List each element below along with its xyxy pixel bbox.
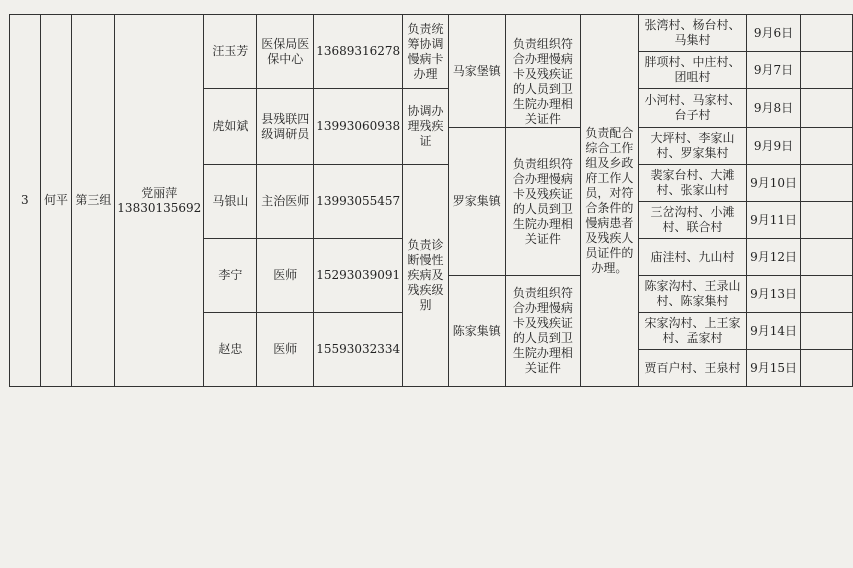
empty-cell bbox=[800, 202, 852, 239]
empty-cell bbox=[800, 313, 852, 350]
person-phone: 15593032334 bbox=[314, 313, 403, 387]
coordination-duty: 负责配合综合工作组及乡政府工作人员，对符合条件的慢病患者及残疾人员证件的办理。 bbox=[581, 15, 639, 387]
schedule-villages: 裴家台村、大滩村、张家山村 bbox=[638, 165, 747, 202]
person-name: 赵忠 bbox=[204, 313, 257, 387]
schedule-villages: 庙洼村、九山村 bbox=[638, 239, 747, 276]
duty-coordinate-card: 负责统筹协调慢病卡办理 bbox=[403, 15, 449, 89]
person-name: 汪玉芳 bbox=[204, 15, 257, 89]
duty-diagnosis: 负责诊断慢性疾病及残疾级别 bbox=[403, 165, 449, 387]
empty-cell bbox=[800, 52, 852, 89]
schedule-villages: 张湾村、杨台村、马集村 bbox=[638, 15, 747, 52]
town-task: 负责组织符合办理慢病卡及残疾证的人员到卫生院办理相关证件 bbox=[505, 276, 580, 387]
town-name: 罗家集镇 bbox=[448, 128, 505, 276]
schedule-date: 9月6日 bbox=[747, 15, 800, 52]
duty-disability-card: 协调办理残疾证 bbox=[403, 89, 449, 165]
empty-cell bbox=[800, 165, 852, 202]
person-unit: 县残联四级调研员 bbox=[257, 89, 314, 165]
leader-name: 何平 bbox=[40, 15, 72, 387]
person-name: 马银山 bbox=[204, 165, 257, 239]
schedule-date: 9月15日 bbox=[747, 350, 800, 387]
schedule-date: 9月12日 bbox=[747, 239, 800, 276]
empty-cell bbox=[800, 239, 852, 276]
schedule-villages: 贾百户村、王泉村 bbox=[638, 350, 747, 387]
schedule-date: 9月13日 bbox=[747, 276, 800, 313]
schedule-villages: 陈家沟村、王录山村、陈家集村 bbox=[638, 276, 747, 313]
schedule-villages: 小河村、马家村、台子村 bbox=[638, 89, 747, 128]
person-phone: 13993055457 bbox=[314, 165, 403, 239]
schedule-date: 9月8日 bbox=[747, 89, 800, 128]
town-name: 马家堡镇 bbox=[448, 15, 505, 128]
person-phone: 13689316278 bbox=[314, 15, 403, 89]
person-name: 李宁 bbox=[204, 239, 257, 313]
empty-cell bbox=[800, 128, 852, 165]
person-unit: 医保局医保中心 bbox=[257, 15, 314, 89]
schedule-date: 9月11日 bbox=[747, 202, 800, 239]
group-name: 第三组 bbox=[72, 15, 115, 387]
person-phone: 15293039091 bbox=[314, 239, 403, 313]
empty-cell bbox=[800, 350, 852, 387]
row-index: 3 bbox=[10, 15, 41, 387]
schedule-villages: 大坪村、李家山村、罗家集村 bbox=[638, 128, 747, 165]
person-unit: 医师 bbox=[257, 239, 314, 313]
schedule-villages: 三岔沟村、小滩村、联合村 bbox=[638, 202, 747, 239]
empty-cell bbox=[800, 15, 852, 52]
empty-cell bbox=[800, 89, 852, 128]
empty-cell bbox=[800, 276, 852, 313]
schedule-villages: 宋家沟村、上王家村、孟家村 bbox=[638, 313, 747, 350]
person-unit: 主治医师 bbox=[257, 165, 314, 239]
schedule-villages: 胖项村、中庄村、团咀村 bbox=[638, 52, 747, 89]
person-unit: 医师 bbox=[257, 313, 314, 387]
town-name: 陈家集镇 bbox=[448, 276, 505, 387]
town-task: 负责组织符合办理慢病卡及残疾证的人员到卫生院办理相关证件 bbox=[505, 15, 580, 128]
schedule-date: 9月7日 bbox=[747, 52, 800, 89]
assignment-table bbox=[9, 14, 853, 387]
schedule-date: 9月9日 bbox=[747, 128, 800, 165]
person-name: 虎如斌 bbox=[204, 89, 257, 165]
schedule-date: 9月10日 bbox=[747, 165, 800, 202]
town-task: 负责组织符合办理慢病卡及残疾证的人员到卫生院办理相关证件 bbox=[505, 128, 580, 276]
contact-person: 党丽萍 13830135692 bbox=[115, 15, 204, 387]
schedule-date: 9月14日 bbox=[747, 313, 800, 350]
person-phone: 13993060938 bbox=[314, 89, 403, 165]
